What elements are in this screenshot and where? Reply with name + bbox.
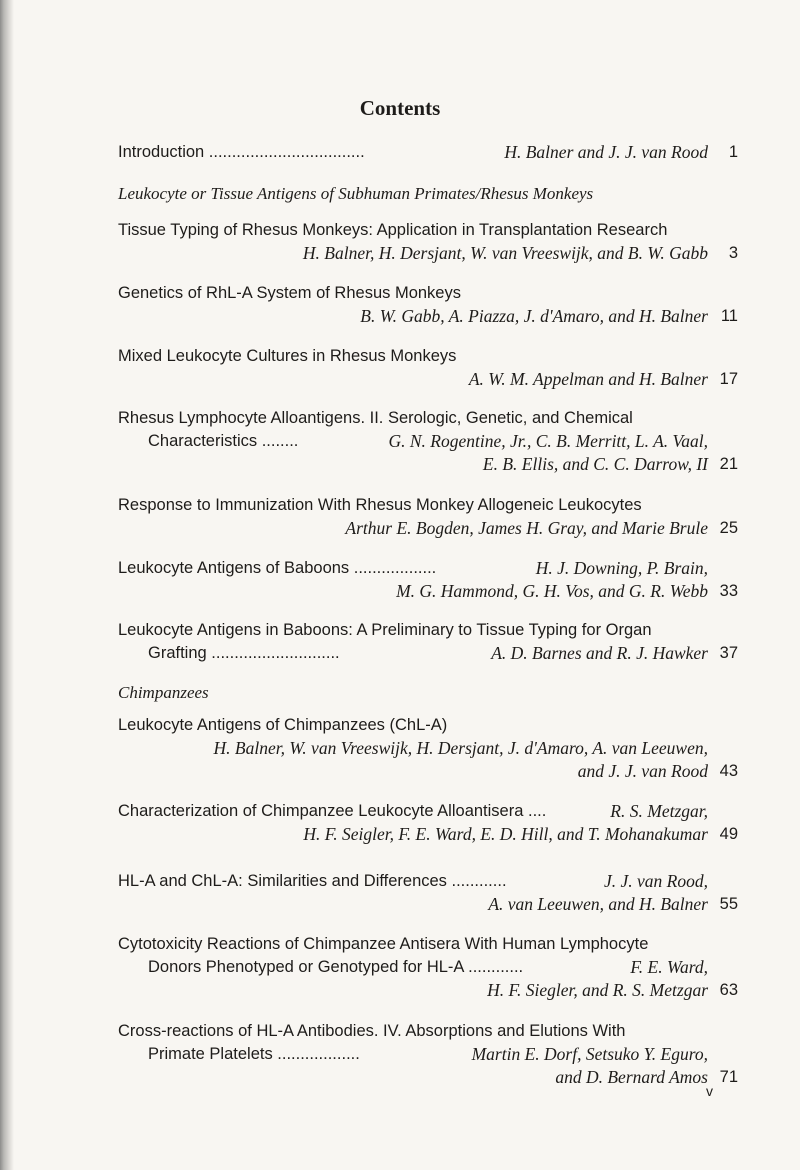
toc-line [118, 219, 738, 242]
entry-title-text: Cross-reactions of HL-A Antibodies. IV. Absorptions and Elutions With [118, 1022, 626, 1040]
entry-title-text: Response to Immunization With Rhesus Monkey Allogeneic Leukocytes [118, 496, 642, 514]
toc-line [118, 141, 738, 164]
toc-entry[interactable] [118, 870, 738, 916]
toc-entry[interactable] [118, 714, 738, 783]
entry-page-number: 21 [719, 455, 738, 473]
toc-entry[interactable] [118, 141, 738, 164]
toc-entry[interactable] [118, 407, 738, 476]
entry-authors: H. Balner and J. J. van Rood [504, 142, 708, 162]
toc-entry[interactable] [118, 282, 738, 328]
toc-line [118, 242, 738, 265]
entry-authors: J. J. van Rood, [604, 871, 708, 891]
toc-line [118, 619, 738, 642]
entry-authors: Martin E. Dorf, Setsuko Y. Eguro, [471, 1044, 708, 1064]
toc-entry[interactable] [118, 933, 738, 1002]
entry-title-text: Leukocyte Antigens of Chimpanzees (ChL-A) [118, 716, 448, 734]
entry-title-text: HL-A and ChL-A: Similarities and Differences ............ [118, 872, 507, 890]
entry-page-number: 17 [719, 370, 738, 388]
entry-title-text: Genetics of RhL-A System of Rhesus Monkeys [118, 284, 461, 302]
toc-line [118, 933, 738, 956]
toc-line [148, 642, 738, 665]
entry-title-text: Cytotoxicity Reactions of Chimpanzee Antisera With Human Lymphocyte [118, 935, 649, 953]
entry-authors: Arthur E. Bogden, James H. Gray, and Marie Brule [345, 518, 708, 538]
entry-authors: R. S. Metzgar, [610, 801, 708, 821]
toc-entry[interactable] [118, 619, 738, 665]
entry-title-text: Mixed Leukocyte Cultures in Rhesus Monkeys [118, 347, 457, 365]
entry-page-number: 49 [719, 825, 738, 843]
toc-line [118, 517, 738, 540]
section-heading-chimpanzees: Chimpanzees [118, 683, 209, 702]
entry-authors: A. W. M. Appelman and H. Balner [468, 369, 708, 389]
entry-page-number: 25 [719, 519, 738, 537]
toc-line [118, 893, 738, 916]
toc-line [118, 494, 738, 517]
toc-entry[interactable] [118, 345, 738, 391]
entry-authors: A. van Leeuwen, and H. Balner [488, 894, 708, 914]
toc-entry[interactable] [118, 557, 738, 603]
book-spine-shadow [0, 0, 14, 1170]
page-title: Contents [359, 96, 441, 120]
entry-title-text: Characterization of Chimpanzee Leukocyte Alloantisera .... [118, 802, 547, 820]
entry-page-number: 43 [719, 762, 738, 780]
toc-line [148, 1043, 738, 1066]
toc-line [148, 430, 738, 453]
entry-page-number: 63 [719, 981, 738, 999]
toc-line [118, 979, 738, 1002]
entry-authors: H. Balner, H. Dersjant, W. van Vreeswijk, and B. W. Gabb [302, 243, 708, 263]
toc-line [118, 580, 738, 603]
toc-line [118, 1020, 738, 1043]
entry-authors: H. J. Downing, P. Brain, [535, 558, 708, 578]
entry-authors: and D. Bernard Amos [555, 1067, 708, 1087]
toc-entry[interactable] [118, 494, 738, 540]
entry-title-text: Leukocyte Antigens in Baboons: A Preliminary to Tissue Typing for Organ [118, 621, 652, 639]
entry-page-number: 37 [719, 644, 738, 662]
entry-title-text: Donors Phenotyped or Genotyped for HL-A ............ [148, 958, 524, 976]
toc-entry[interactable] [118, 800, 738, 846]
toc-line [118, 800, 738, 823]
entry-page-number: 1 [728, 143, 738, 161]
entry-page-number: 33 [719, 582, 738, 600]
entry-authors: and J. J. van Rood [577, 761, 708, 781]
entry-authors: A. D. Barnes and R. J. Hawker [491, 643, 708, 663]
toc-line [118, 282, 738, 305]
toc-entry[interactable] [118, 1020, 738, 1089]
entry-authors: H. F. Seigler, F. E. Ward, E. D. Hill, and T. Mohanakumar [303, 824, 708, 844]
toc-line [148, 956, 738, 979]
toc-line [118, 714, 738, 737]
entry-authors: G. N. Rogentine, Jr., C. B. Merritt, L. A. Vaal, [388, 431, 708, 451]
toc-line [118, 305, 738, 328]
entry-title-text: Tissue Typing of Rhesus Monkeys: Application in Transplantation Research [118, 221, 668, 239]
entry-page-number: 3 [728, 244, 738, 262]
entry-authors: H. F. Siegler, and R. S. Metzgar [487, 980, 708, 1000]
entry-title-text: Introduction .................................. [118, 143, 365, 161]
toc-line [118, 557, 738, 580]
toc-line [118, 737, 738, 760]
entry-title-text: Leukocyte Antigens of Baboons .................. [118, 559, 437, 577]
entry-title-text: Primate Platelets .................. [148, 1045, 360, 1063]
entry-title-text: Rhesus Lymphocyte Alloantigens. II. Serologic, Genetic, and Chemical [118, 409, 633, 427]
entry-authors: F. E. Ward, [630, 957, 708, 977]
entry-authors: H. Balner, W. van Vreeswijk, H. Dersjant, J. d'Amaro, A. van Leeuwen, [213, 738, 708, 758]
page-number: v [706, 1083, 713, 1099]
entry-title-text: Grafting ............................ [148, 644, 340, 662]
toc-line [118, 453, 738, 476]
toc-line [118, 760, 738, 783]
entry-page-number: 11 [720, 307, 738, 325]
entry-page-number: 55 [719, 895, 738, 913]
toc-line [118, 407, 738, 430]
toc-line [118, 368, 738, 391]
entry-title-text: Characteristics ........ [148, 432, 299, 450]
entry-authors: B. W. Gabb, A. Piazza, J. d'Amaro, and H. Balner [360, 306, 708, 326]
toc-entry[interactable] [118, 219, 738, 265]
entry-page-number: 71 [719, 1068, 738, 1086]
entry-authors: E. B. Ellis, and C. C. Darrow, II [482, 454, 708, 474]
toc-line [118, 870, 738, 893]
toc-line [118, 345, 738, 368]
toc-line [118, 823, 738, 846]
entry-authors: M. G. Hammond, G. H. Vos, and G. R. Webb [396, 581, 708, 601]
toc-line [118, 1066, 738, 1089]
section-heading-subhuman: Leukocyte or Tissue Antigens of Subhuman Primates/Rhesus Monkeys [118, 184, 594, 203]
